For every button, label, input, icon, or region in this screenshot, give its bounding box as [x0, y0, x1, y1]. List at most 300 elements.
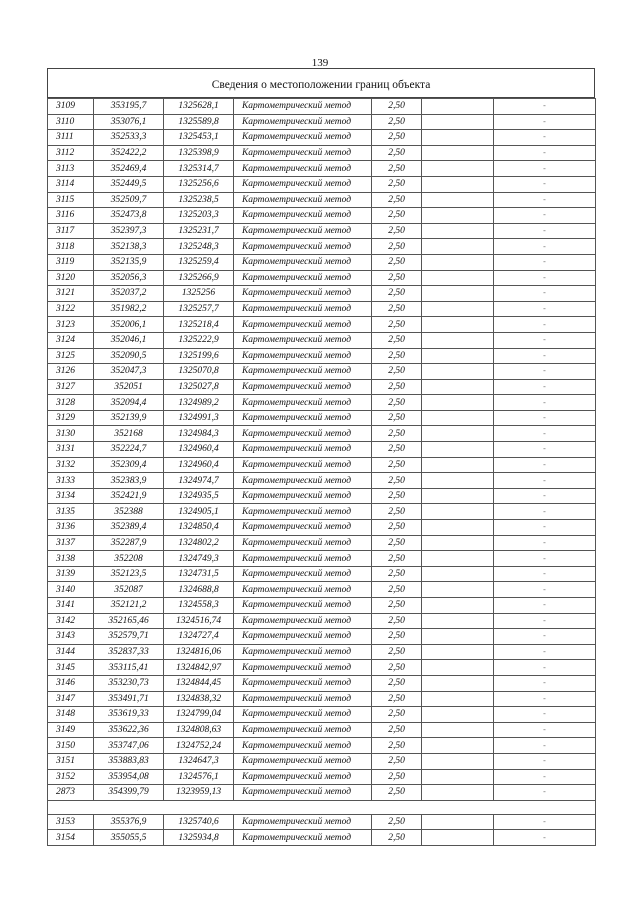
coord-y-cell: 1325257,7	[164, 301, 234, 317]
extra-1-cell	[422, 707, 494, 723]
method-cell: Картометрический метод	[234, 99, 372, 115]
coord-y-cell: 1324516,74	[164, 613, 234, 629]
extra-1-cell	[422, 395, 494, 411]
method-cell: Картометрический метод	[234, 332, 372, 348]
coord-x-cell: 352047,3	[94, 364, 164, 380]
table-row	[48, 395, 596, 411]
point-number-cell: 3111	[48, 130, 94, 146]
accuracy-cell: 2,50	[372, 598, 422, 614]
point-number-cell: 3141	[48, 598, 94, 614]
point-number-cell: 3132	[48, 457, 94, 473]
method-cell: Картометрический метод	[234, 660, 372, 676]
coord-x-cell: 352449,5	[94, 176, 164, 192]
extra-1-cell	[422, 270, 494, 286]
coord-y-cell: 1325238,5	[164, 192, 234, 208]
point-number-cell: 3135	[48, 504, 94, 520]
dash-mark: -	[543, 241, 546, 251]
extra-1-cell	[422, 410, 494, 426]
table-row	[48, 707, 596, 723]
coord-y-cell: 1325248,3	[164, 239, 234, 255]
extra-1-cell	[422, 114, 494, 130]
extra-1-cell	[422, 830, 494, 846]
extra-1-cell	[422, 535, 494, 551]
extra-2-cell	[494, 598, 596, 614]
coord-y-cell: 1324960,4	[164, 457, 234, 473]
accuracy-cell: 2,50	[372, 410, 422, 426]
table-row	[48, 332, 596, 348]
extra-1-cell	[422, 176, 494, 192]
method-cell: Картометрический метод	[234, 520, 372, 536]
table-row	[48, 270, 596, 286]
dash-mark: -	[543, 569, 546, 579]
extra-1-cell	[422, 457, 494, 473]
table-row	[48, 317, 596, 333]
point-number-cell: 3119	[48, 254, 94, 270]
dash-mark: -	[543, 132, 546, 142]
extra-2-cell	[494, 286, 596, 302]
method-cell: Картометрический метод	[234, 830, 372, 846]
accuracy-cell: 2,50	[372, 442, 422, 458]
coord-x-cell: 354399,79	[94, 785, 164, 801]
extra-2-cell	[494, 814, 596, 830]
extra-1-cell	[422, 644, 494, 660]
point-number-cell: 3125	[48, 348, 94, 364]
table-row	[48, 145, 596, 161]
dash-mark: -	[543, 584, 546, 594]
accuracy-cell: 2,50	[372, 286, 422, 302]
point-number-cell: 3149	[48, 722, 94, 738]
extra-2-cell	[494, 691, 596, 707]
extra-1-cell	[422, 145, 494, 161]
extra-1-cell	[422, 582, 494, 598]
table-row	[48, 364, 596, 380]
table-row	[48, 192, 596, 208]
point-number-cell: 3147	[48, 691, 94, 707]
method-cell: Картометрический метод	[234, 785, 372, 801]
point-number-cell: 3128	[48, 395, 94, 411]
point-number-cell: 3146	[48, 675, 94, 691]
point-number-cell: 3143	[48, 629, 94, 645]
method-cell: Картометрический метод	[234, 675, 372, 691]
table-row	[48, 613, 596, 629]
coord-x-cell: 353491,71	[94, 691, 164, 707]
extra-1-cell	[422, 722, 494, 738]
coord-y-cell: 1324576,1	[164, 769, 234, 785]
accuracy-cell: 2,50	[372, 114, 422, 130]
dash-mark: -	[543, 179, 546, 189]
table-row	[48, 504, 596, 520]
extra-2-cell	[494, 830, 596, 846]
accuracy-cell: 2,50	[372, 457, 422, 473]
extra-2-cell	[494, 769, 596, 785]
dash-mark: -	[543, 678, 546, 688]
accuracy-cell: 2,50	[372, 254, 422, 270]
extra-2-cell	[494, 738, 596, 754]
accuracy-cell: 2,50	[372, 520, 422, 536]
table-row	[48, 301, 596, 317]
method-cell: Картометрический метод	[234, 722, 372, 738]
table-row	[48, 442, 596, 458]
dash-mark: -	[543, 366, 546, 376]
method-cell: Картометрический метод	[234, 535, 372, 551]
point-number-cell: 3150	[48, 738, 94, 754]
extra-2-cell	[494, 99, 596, 115]
coord-y-cell: 1325070,8	[164, 364, 234, 380]
dash-mark: -	[543, 397, 546, 407]
table-row	[48, 488, 596, 504]
method-cell: Картометрический метод	[234, 582, 372, 598]
page-number: 139	[311, 57, 329, 69]
accuracy-cell: 2,50	[372, 785, 422, 801]
accuracy-cell: 2,50	[372, 535, 422, 551]
extra-2-cell	[494, 130, 596, 146]
point-number-cell: 3114	[48, 176, 94, 192]
table-row	[48, 223, 596, 239]
extra-2-cell	[494, 488, 596, 504]
point-number-cell: 3123	[48, 317, 94, 333]
point-number-cell: 3151	[48, 753, 94, 769]
method-cell: Картометрический метод	[234, 629, 372, 645]
accuracy-cell: 2,50	[372, 364, 422, 380]
point-number-cell: 3110	[48, 114, 94, 130]
dash-mark: -	[543, 631, 546, 641]
method-cell: Картометрический метод	[234, 738, 372, 754]
extra-2-cell	[494, 629, 596, 645]
coord-x-cell: 352388	[94, 504, 164, 520]
method-cell: Картометрический метод	[234, 254, 372, 270]
extra-1-cell	[422, 161, 494, 177]
method-cell: Картометрический метод	[234, 504, 372, 520]
dash-mark: -	[543, 101, 546, 111]
dash-mark: -	[543, 350, 546, 360]
table-row	[48, 566, 596, 582]
boundary-table-sheet	[47, 68, 595, 846]
extra-2-cell	[494, 613, 596, 629]
dash-mark: -	[543, 226, 546, 236]
coord-y-cell: 1325256,6	[164, 176, 234, 192]
extra-1-cell	[422, 753, 494, 769]
extra-1-cell	[422, 520, 494, 536]
coordinates-table-body	[48, 99, 596, 846]
coord-y-cell: 1325453,1	[164, 130, 234, 146]
coord-y-cell: 1324731,5	[164, 566, 234, 582]
table-gap-row	[48, 800, 596, 814]
accuracy-cell: 2,50	[372, 317, 422, 333]
dash-mark: -	[543, 787, 546, 797]
extra-2-cell	[494, 239, 596, 255]
dash-mark: -	[543, 725, 546, 735]
dash-mark: -	[543, 553, 546, 563]
coord-x-cell: 352138,3	[94, 239, 164, 255]
point-number-cell: 3120	[48, 270, 94, 286]
coord-y-cell: 1324816,06	[164, 644, 234, 660]
extra-2-cell	[494, 410, 596, 426]
table-row	[48, 473, 596, 489]
extra-1-cell	[422, 660, 494, 676]
table-row	[48, 598, 596, 614]
coord-x-cell: 352469,4	[94, 161, 164, 177]
method-cell: Картометрический метод	[234, 426, 372, 442]
coord-y-cell: 1325628,1	[164, 99, 234, 115]
accuracy-cell: 2,50	[372, 707, 422, 723]
point-number-cell: 3139	[48, 566, 94, 582]
point-number-cell: 3140	[48, 582, 94, 598]
dash-mark: -	[543, 756, 546, 766]
coord-x-cell: 353622,36	[94, 722, 164, 738]
accuracy-cell: 2,50	[372, 192, 422, 208]
coord-x-cell: 352094,4	[94, 395, 164, 411]
extra-2-cell	[494, 785, 596, 801]
coord-y-cell: 1325199,6	[164, 348, 234, 364]
accuracy-cell: 2,50	[372, 395, 422, 411]
coord-y-cell: 1325203,3	[164, 208, 234, 224]
point-number-cell: 3148	[48, 707, 94, 723]
table-row	[48, 629, 596, 645]
method-cell: Картометрический метод	[234, 769, 372, 785]
dash-mark: -	[543, 257, 546, 267]
coord-x-cell: 352422,2	[94, 145, 164, 161]
extra-2-cell	[494, 317, 596, 333]
extra-2-cell	[494, 395, 596, 411]
coord-y-cell: 1323959,13	[164, 785, 234, 801]
coord-x-cell: 352006,1	[94, 317, 164, 333]
extra-1-cell	[422, 566, 494, 582]
point-number-cell: 3116	[48, 208, 94, 224]
coord-y-cell: 1325398,9	[164, 145, 234, 161]
point-number-cell: 3124	[48, 332, 94, 348]
table-row	[48, 426, 596, 442]
accuracy-cell: 2,50	[372, 426, 422, 442]
dash-mark: -	[543, 491, 546, 501]
accuracy-cell: 2,50	[372, 130, 422, 146]
coord-x-cell: 352168	[94, 426, 164, 442]
coord-y-cell: 1324984,3	[164, 426, 234, 442]
accuracy-cell: 2,50	[372, 504, 422, 520]
table-row	[48, 660, 596, 676]
method-cell: Картометрический метод	[234, 223, 372, 239]
method-cell: Картометрический метод	[234, 364, 372, 380]
coord-y-cell: 1324974,7	[164, 473, 234, 489]
dash-mark: -	[543, 148, 546, 158]
accuracy-cell: 2,50	[372, 691, 422, 707]
coord-x-cell: 352121,2	[94, 598, 164, 614]
coord-y-cell: 1324799,04	[164, 707, 234, 723]
coord-y-cell: 1325740,6	[164, 814, 234, 830]
coord-y-cell: 1324991,3	[164, 410, 234, 426]
coord-x-cell: 355055,5	[94, 830, 164, 846]
extra-1-cell	[422, 301, 494, 317]
method-cell: Картометрический метод	[234, 457, 372, 473]
extra-1-cell	[422, 130, 494, 146]
extra-1-cell	[422, 551, 494, 567]
table-row	[48, 738, 596, 754]
method-cell: Картометрический метод	[234, 145, 372, 161]
method-cell: Картометрический метод	[234, 644, 372, 660]
dash-mark: -	[543, 647, 546, 657]
extra-1-cell	[422, 99, 494, 115]
dash-mark: -	[543, 194, 546, 204]
coord-x-cell: 351982,2	[94, 301, 164, 317]
dash-mark: -	[543, 537, 546, 547]
coord-x-cell: 352509,7	[94, 192, 164, 208]
point-number-cell: 3144	[48, 644, 94, 660]
method-cell: Картометрический метод	[234, 566, 372, 582]
coord-x-cell: 352473,8	[94, 208, 164, 224]
table-row	[48, 769, 596, 785]
method-cell: Картометрический метод	[234, 161, 372, 177]
extra-1-cell	[422, 738, 494, 754]
dash-mark: -	[543, 506, 546, 516]
coord-x-cell: 352837,33	[94, 644, 164, 660]
coord-y-cell: 1324960,4	[164, 442, 234, 458]
extra-2-cell	[494, 364, 596, 380]
coord-y-cell: 1324989,2	[164, 395, 234, 411]
accuracy-cell: 2,50	[372, 379, 422, 395]
method-cell: Картометрический метод	[234, 301, 372, 317]
method-cell: Картометрический метод	[234, 691, 372, 707]
point-number-cell: 3136	[48, 520, 94, 536]
coord-x-cell: 352383,9	[94, 473, 164, 489]
coord-x-cell: 353230,73	[94, 675, 164, 691]
coord-x-cell: 352421,9	[94, 488, 164, 504]
point-number-cell: 3130	[48, 426, 94, 442]
table-row	[48, 753, 596, 769]
coord-x-cell: 353076,1	[94, 114, 164, 130]
point-number-cell: 3138	[48, 551, 94, 567]
extra-1-cell	[422, 286, 494, 302]
coordinates-table	[47, 98, 596, 846]
coord-y-cell: 1325266,9	[164, 270, 234, 286]
extra-2-cell	[494, 722, 596, 738]
accuracy-cell: 2,50	[372, 488, 422, 504]
coord-y-cell: 1324838,32	[164, 691, 234, 707]
dash-mark: -	[543, 662, 546, 672]
dash-mark: -	[543, 319, 546, 329]
extra-2-cell	[494, 379, 596, 395]
point-number-cell: 3122	[48, 301, 94, 317]
table-row	[48, 535, 596, 551]
coord-y-cell: 1324802,2	[164, 535, 234, 551]
coord-y-cell: 1325222,9	[164, 332, 234, 348]
extra-2-cell	[494, 457, 596, 473]
method-cell: Картометрический метод	[234, 442, 372, 458]
method-cell: Картометрический метод	[234, 239, 372, 255]
method-cell: Картометрический метод	[234, 488, 372, 504]
dash-mark: -	[543, 817, 546, 827]
coord-x-cell: 352139,9	[94, 410, 164, 426]
table-row	[48, 814, 596, 830]
dash-mark: -	[543, 163, 546, 173]
extra-2-cell	[494, 254, 596, 270]
accuracy-cell: 2,50	[372, 566, 422, 582]
dash-mark: -	[543, 771, 546, 781]
table-row	[48, 785, 596, 801]
extra-2-cell	[494, 442, 596, 458]
coord-x-cell: 353115,41	[94, 660, 164, 676]
extra-1-cell	[422, 223, 494, 239]
coord-x-cell: 352037,2	[94, 286, 164, 302]
coord-x-cell: 352397,3	[94, 223, 164, 239]
point-number-cell: 3133	[48, 473, 94, 489]
coord-y-cell: 1325256	[164, 286, 234, 302]
extra-1-cell	[422, 785, 494, 801]
table-row	[48, 348, 596, 364]
coord-y-cell: 1324688,8	[164, 582, 234, 598]
method-cell: Картометрический метод	[234, 473, 372, 489]
accuracy-cell: 2,50	[372, 551, 422, 567]
extra-1-cell	[422, 613, 494, 629]
method-cell: Картометрический метод	[234, 317, 372, 333]
extra-1-cell	[422, 814, 494, 830]
method-cell: Картометрический метод	[234, 753, 372, 769]
extra-2-cell	[494, 176, 596, 192]
point-number-cell: 2873	[48, 785, 94, 801]
coord-x-cell: 352579,71	[94, 629, 164, 645]
coord-x-cell: 353747,06	[94, 738, 164, 754]
coord-y-cell: 1324749,3	[164, 551, 234, 567]
point-number-cell: 3142	[48, 613, 94, 629]
extra-2-cell	[494, 582, 596, 598]
method-cell: Картометрический метод	[234, 707, 372, 723]
extra-2-cell	[494, 192, 596, 208]
extra-1-cell	[422, 488, 494, 504]
accuracy-cell: 2,50	[372, 738, 422, 754]
point-number-cell: 3126	[48, 364, 94, 380]
extra-2-cell	[494, 332, 596, 348]
point-number-cell: 3109	[48, 99, 94, 115]
coord-y-cell: 1325231,7	[164, 223, 234, 239]
accuracy-cell: 2,50	[372, 473, 422, 489]
table-row	[48, 457, 596, 473]
extra-1-cell	[422, 379, 494, 395]
point-number-cell: 3137	[48, 535, 94, 551]
extra-1-cell	[422, 254, 494, 270]
coord-y-cell: 1324905,1	[164, 504, 234, 520]
method-cell: Картометрический метод	[234, 192, 372, 208]
coord-y-cell: 1324850,4	[164, 520, 234, 536]
extra-2-cell	[494, 114, 596, 130]
dash-mark: -	[543, 413, 546, 423]
point-number-cell: 3115	[48, 192, 94, 208]
method-cell: Картометрический метод	[234, 379, 372, 395]
extra-1-cell	[422, 504, 494, 520]
extra-2-cell	[494, 223, 596, 239]
method-cell: Картометрический метод	[234, 410, 372, 426]
coord-x-cell: 352135,9	[94, 254, 164, 270]
coord-x-cell: 352287,9	[94, 535, 164, 551]
point-number-cell: 3152	[48, 769, 94, 785]
coord-x-cell: 352208	[94, 551, 164, 567]
dash-mark: -	[543, 600, 546, 610]
method-cell: Картометрический метод	[234, 598, 372, 614]
accuracy-cell: 2,50	[372, 161, 422, 177]
method-cell: Картометрический метод	[234, 114, 372, 130]
point-number-cell: 3127	[48, 379, 94, 395]
accuracy-cell: 2,50	[372, 753, 422, 769]
extra-2-cell	[494, 426, 596, 442]
coord-y-cell: 1324752,24	[164, 738, 234, 754]
extra-2-cell	[494, 270, 596, 286]
table-row	[48, 130, 596, 146]
coord-y-cell: 1325589,8	[164, 114, 234, 130]
dash-mark: -	[543, 335, 546, 345]
extra-2-cell	[494, 473, 596, 489]
coord-y-cell: 1324935,5	[164, 488, 234, 504]
dash-mark: -	[543, 444, 546, 454]
extra-1-cell	[422, 473, 494, 489]
dash-mark: -	[543, 832, 546, 842]
point-number-cell: 3153	[48, 814, 94, 830]
